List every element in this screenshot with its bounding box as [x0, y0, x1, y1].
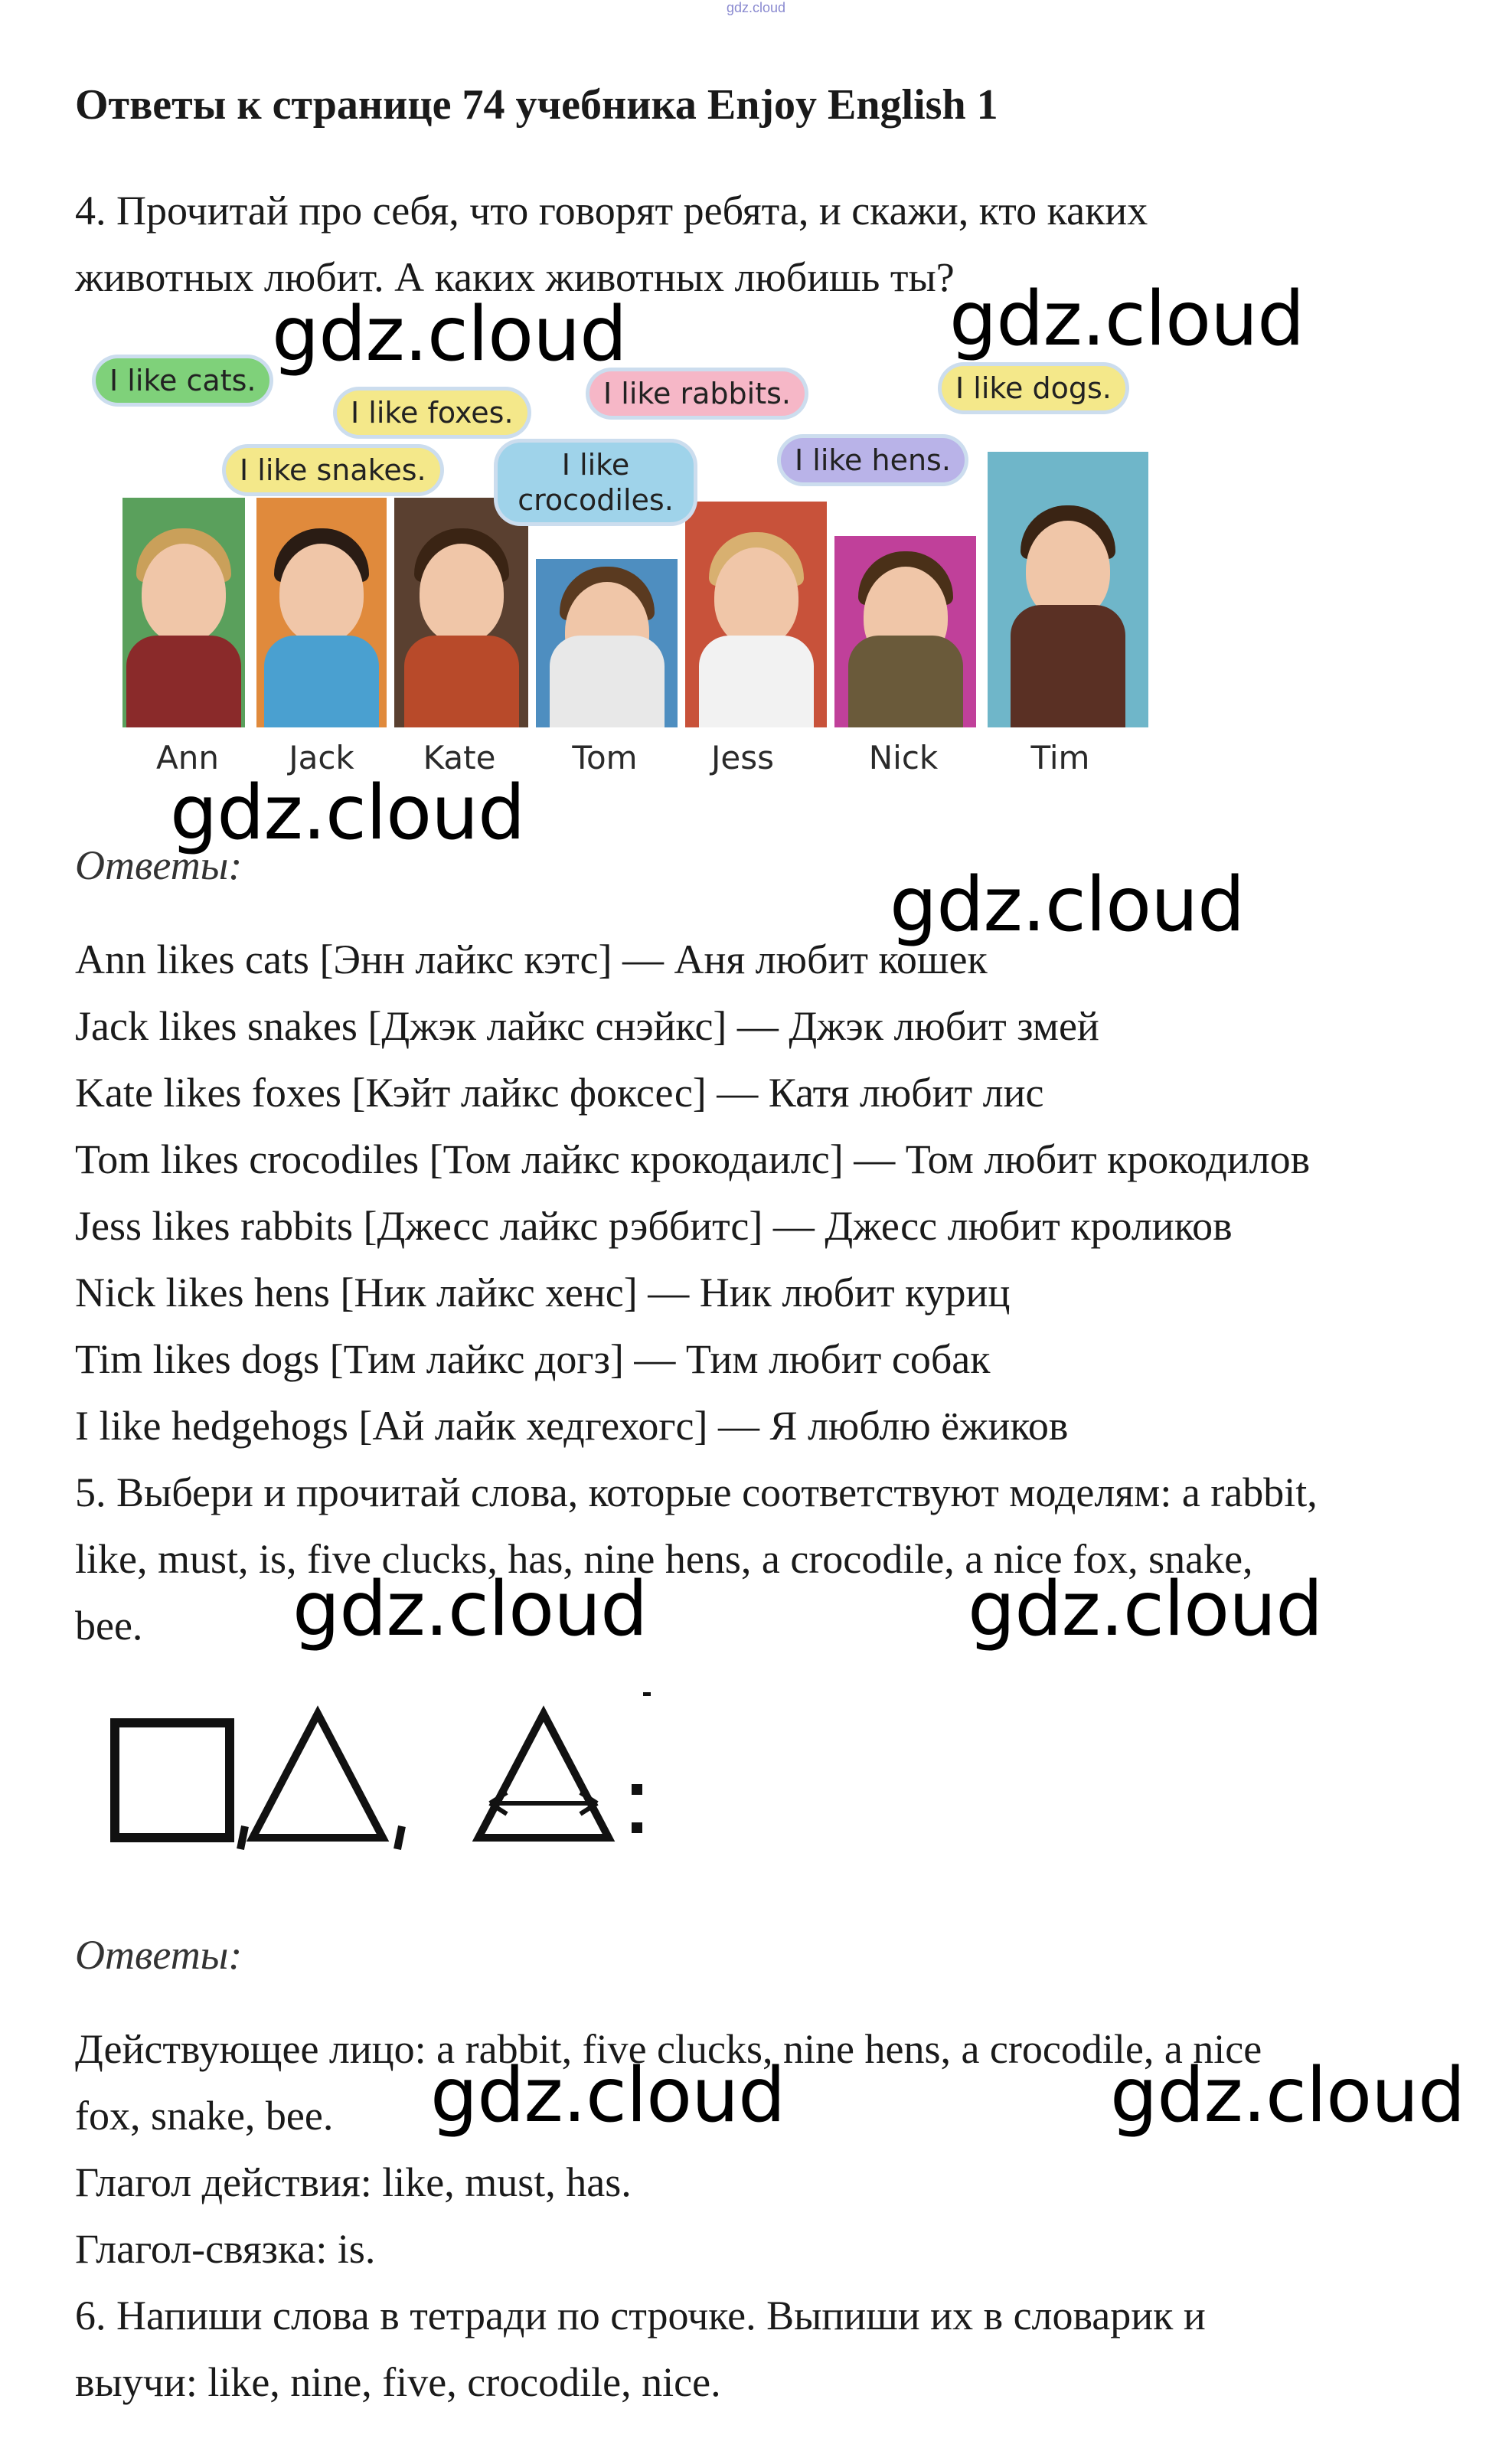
answer-5-line-4: Глагол-связка: is. — [75, 2226, 376, 2272]
watermark-text: gdz.cloud — [1110, 2052, 1465, 2139]
speech-bubble-foxes: I like foxes. — [337, 391, 527, 435]
answer-line: Tom likes crocodiles [Том лайкс крокодаилс] — Том любит крокодилов — [75, 1136, 1311, 1182]
speech-bubble-rabbits: I like rabbits. — [589, 371, 805, 416]
kid-photo-tom — [536, 559, 678, 727]
child-name-kate: Kate — [423, 739, 496, 776]
watermark-text: gdz.cloud — [170, 770, 525, 857]
answer-5-line-1: Действующее лицо: a rabbit, five clucks, nine hens, a crocodile, a nice — [75, 2026, 1262, 2072]
answer-line: Ann likes cats [Энн лайкс кэтс] — Аня любит кошек — [75, 936, 988, 982]
kid-photo-nick — [834, 536, 976, 727]
kid-photo-kate — [394, 498, 528, 727]
exercise-4-line-1: 4. Прочитай про себя, что говорят ребята, и скажи, кто каких — [75, 188, 1148, 234]
child-name-jack: Jack — [289, 739, 354, 776]
comma-icon — [397, 1826, 402, 1849]
answer-line: Jess likes rabbits [Джесс лайкс рэббитс] — Джесс любит кроликов — [75, 1203, 1233, 1249]
top-watermark: gdz.cloud — [726, 0, 786, 15]
speech-bubble-crocodiles: I like crocodiles. — [498, 443, 694, 522]
word-models-diagram — [92, 1685, 750, 1861]
watermark-text: gdz.cloud — [272, 291, 627, 378]
exercise-6-line-1: 6. Напиши слова в тетради по строчке. Выпиши их в словарик и — [75, 2293, 1206, 2338]
double-arrow-icon — [490, 1793, 597, 1814]
child-name-nick: Nick — [868, 739, 939, 776]
answer-5-line-2: fox, snake, bee. — [75, 2093, 334, 2139]
colon-dot-icon — [632, 1784, 642, 1795]
comma-icon — [240, 1826, 245, 1849]
speech-bubble-snakes: I like snakes. — [226, 448, 440, 492]
exercise-6-line-2: выучи: like, nine, five, crocodile, nice. — [75, 2359, 721, 2405]
children-photo — [84, 329, 1148, 804]
answer-line: Jack likes snakes [Джэк лайкс снэйкс] — Джэк любит змей — [75, 1003, 1099, 1049]
triangle-model-icon — [253, 1714, 383, 1838]
answer-5-line-3: Глагол действия: like, must, has. — [75, 2159, 632, 2205]
speech-bubble-cats: I like cats. — [96, 358, 269, 403]
square-model-icon — [115, 1723, 230, 1838]
watermark-text: gdz.cloud — [890, 861, 1245, 949]
answer-line: I like hedgehogs [Ай лайк хедгехогс] — Я люблю ёжиков — [75, 1403, 1069, 1449]
answer-line: Tim likes dogs [Тим лайкс догз] — Тим любит собак — [75, 1336, 991, 1382]
answer-line: Kate likes foxes [Кэйт лайкс фоксес] — Катя любит лис — [75, 1070, 1044, 1116]
answers-label-5: Ответы: — [75, 1932, 243, 1978]
child-name-tom: Tom — [572, 739, 638, 776]
child-name-ann: Ann — [156, 739, 219, 776]
exercise-5-line-3: bee. — [75, 1603, 143, 1649]
speech-bubble-hens: I like hens. — [781, 438, 965, 482]
answers-label-4: Ответы: — [75, 842, 243, 888]
speech-bubble-dogs: I like dogs. — [942, 366, 1125, 410]
exercise-4-line-2: животных любит. А каких животных любишь ты? — [75, 254, 955, 300]
page-title: Ответы к странице 74 учебника Enjoy English 1 — [75, 81, 998, 129]
exercise-5-line-2: like, must, is, five clucks, has, nine hens, a crocodile, a nice fox, snake, — [75, 1536, 1253, 1582]
watermark-text: gdz.cloud — [430, 2052, 785, 2139]
colon-dot-icon — [632, 1822, 642, 1833]
dash-icon — [643, 1692, 651, 1696]
watermark-text: gdz.cloud — [949, 276, 1305, 363]
kid-photo-jack — [256, 498, 387, 727]
kid-photo-jess — [685, 502, 827, 727]
answer-line: Nick likes hens [Ник лайкс хенс] — Ник любит куриц — [75, 1270, 1011, 1315]
watermark-text: gdz.cloud — [292, 1566, 648, 1653]
kid-photo-ann — [122, 498, 245, 727]
triangle-arrow-model-icon — [478, 1714, 609, 1838]
exercise-5-line-1: 5. Выбери и прочитай слова, которые соответствуют моделям: a rabbit, — [75, 1469, 1318, 1515]
watermark-text: gdz.cloud — [968, 1566, 1323, 1653]
child-name-tim: Tim — [1030, 739, 1090, 776]
kid-photo-tim — [988, 452, 1148, 727]
child-name-jess: Jess — [711, 739, 774, 776]
